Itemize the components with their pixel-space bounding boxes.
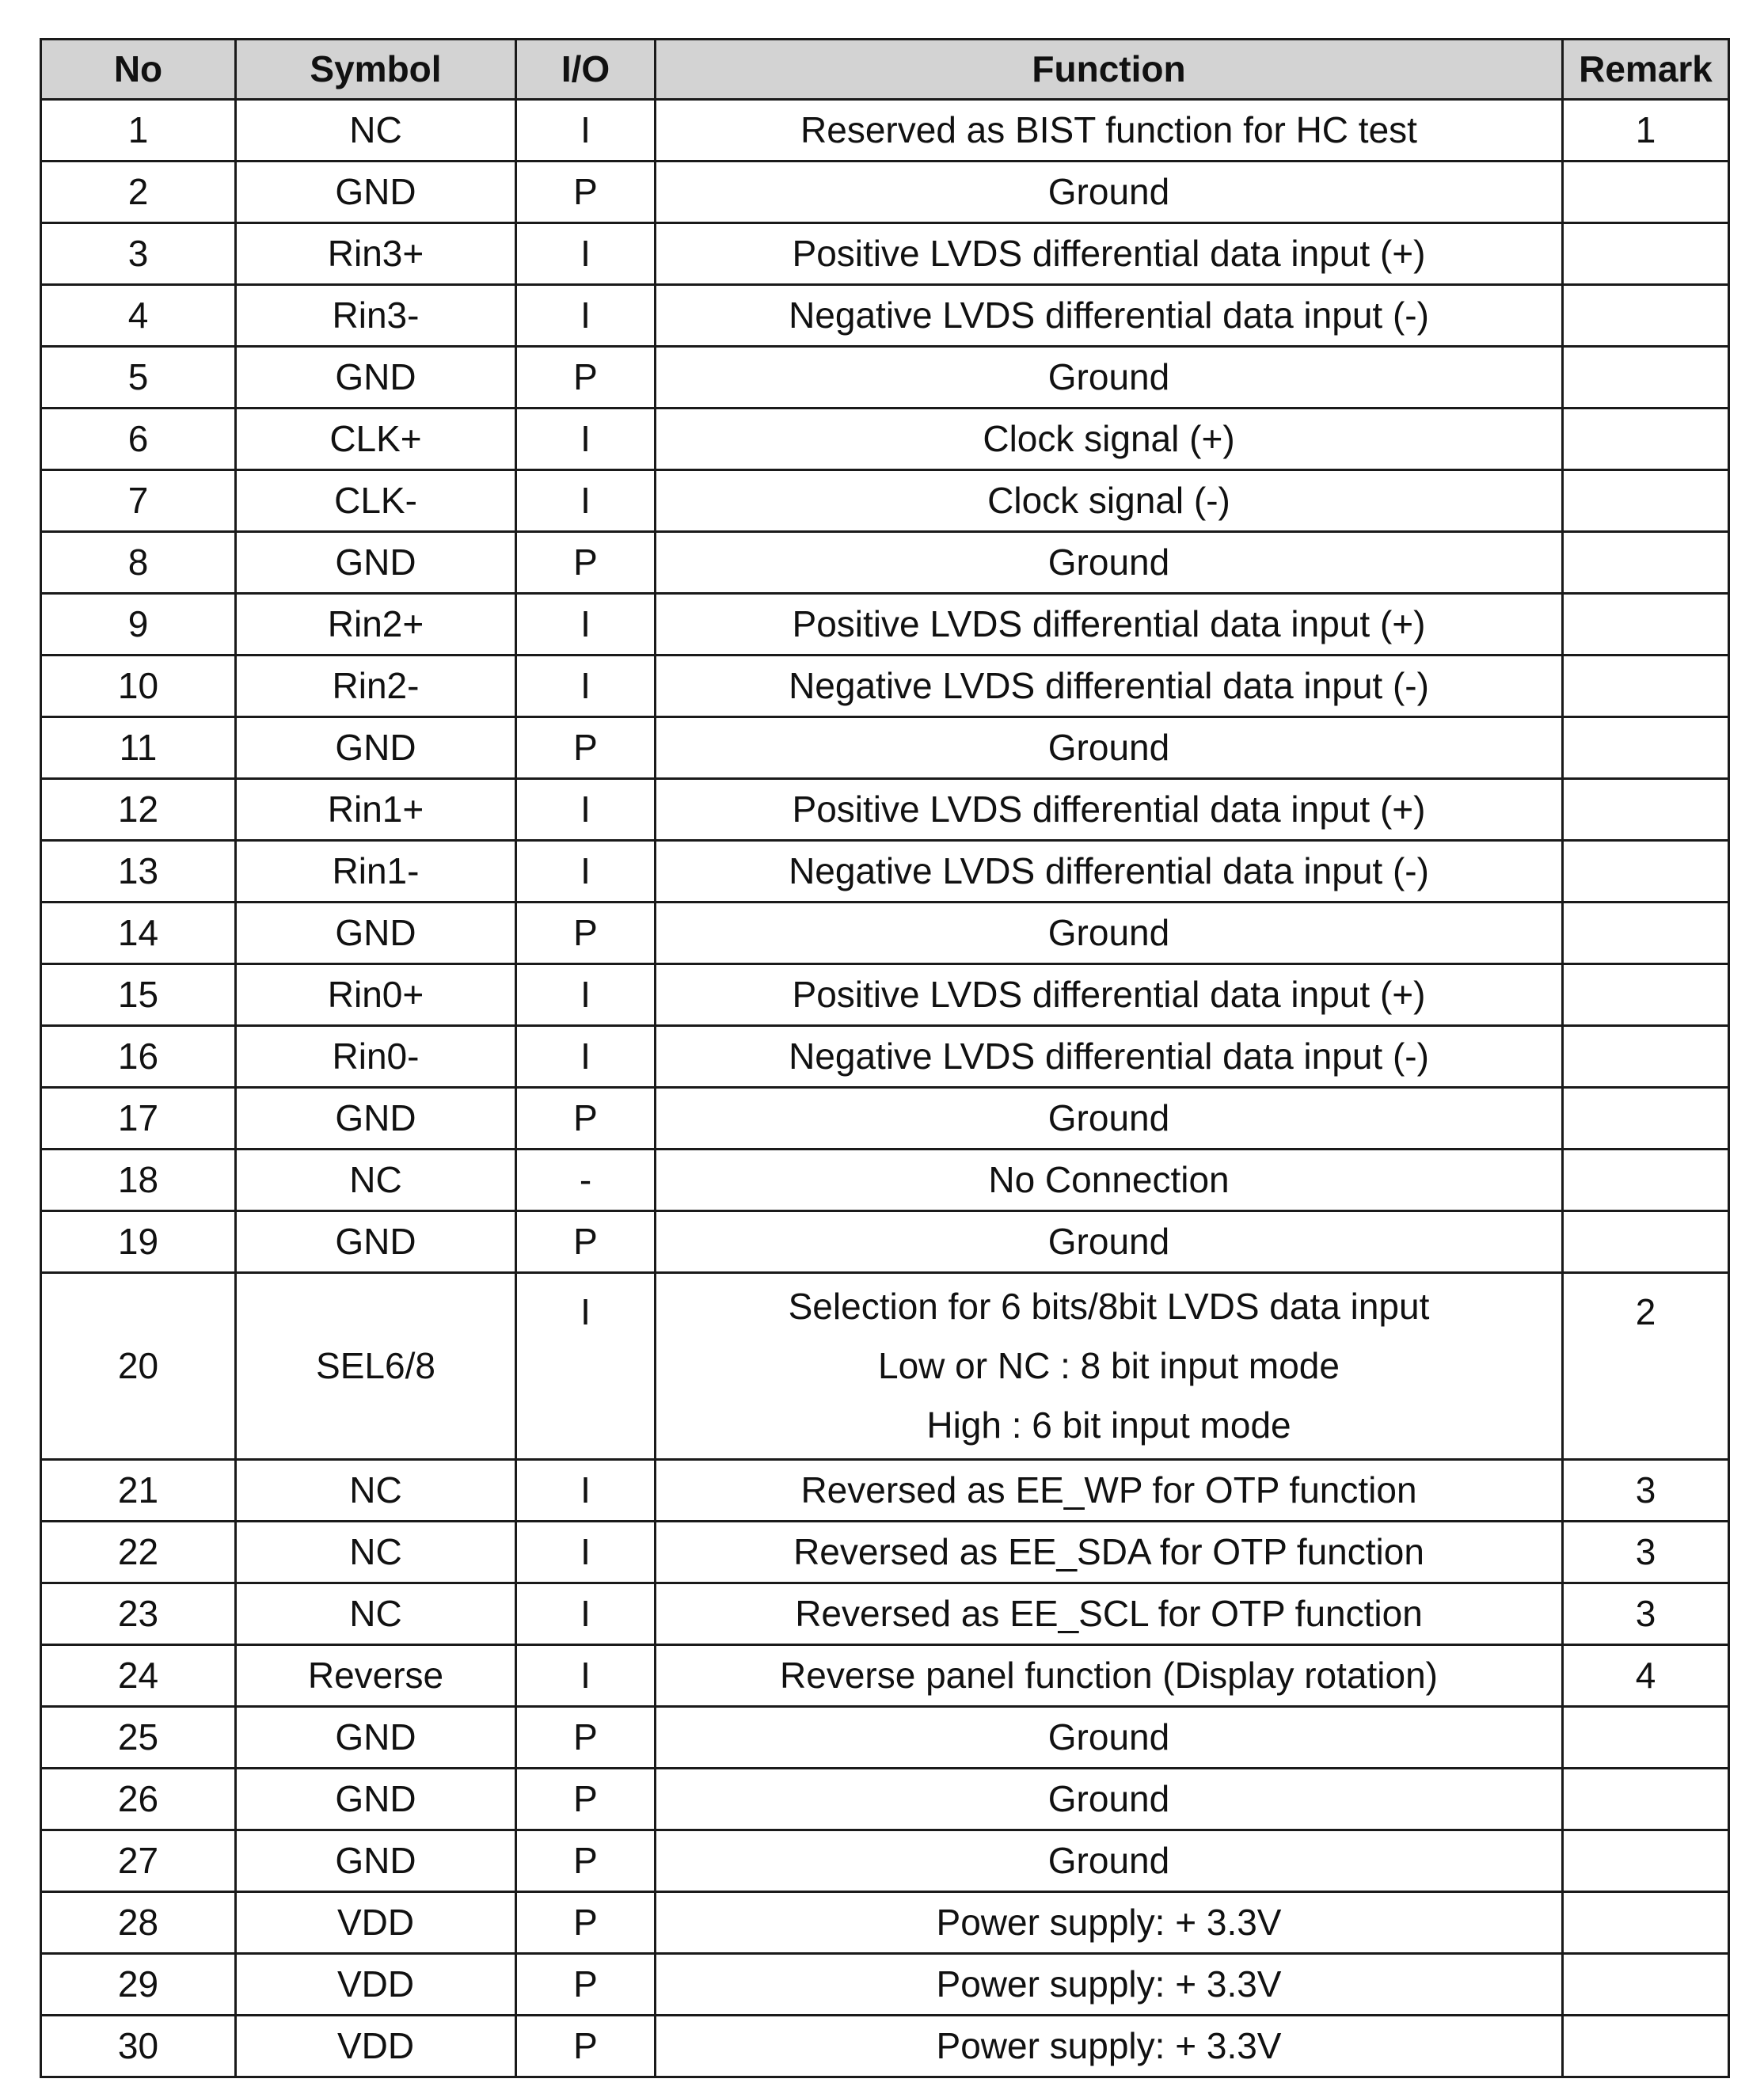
pin-number-cell: 30: [41, 2016, 236, 2077]
pin-symbol-cell: Rin0-: [236, 1026, 516, 1088]
function-line: Ground: [1047, 171, 1170, 212]
table-row: [41, 347, 1729, 409]
pin-function-cell: [656, 470, 1563, 532]
pin-function-cell: [656, 1707, 1563, 1769]
pin-number-cell: 25: [41, 1707, 236, 1769]
pin-remark-cell: [1563, 409, 1729, 470]
pin-remark-cell: 2: [1563, 1273, 1729, 1460]
pin-function-cell: [656, 1150, 1563, 1211]
pin-remark-cell: [1563, 594, 1729, 656]
pin-function-cell: [656, 223, 1563, 285]
pin-io-cell: I: [516, 409, 656, 470]
table-row: [41, 964, 1729, 1026]
pin-symbol-cell: Reverse: [236, 1645, 516, 1707]
pin-symbol-cell: Rin2+: [236, 594, 516, 656]
function-line: Positive LVDS differential data input (+): [792, 233, 1426, 274]
pin-remark-cell: 3: [1563, 1522, 1729, 1583]
function-line: Clock signal (-): [987, 480, 1230, 521]
function-line: Ground: [1047, 1221, 1170, 1262]
function-line: Ground: [1047, 1778, 1170, 1819]
pin-function-cell: [656, 1522, 1563, 1583]
pin-io-cell: I: [516, 1522, 656, 1583]
pin-io-cell: I: [516, 1026, 656, 1088]
pin-number-cell: 16: [41, 1026, 236, 1088]
function-line: Selection for 6 bits/8bit LVDS data input: [788, 1286, 1430, 1327]
pin-remark-cell: [1563, 223, 1729, 285]
pin-remark-cell: [1563, 1088, 1729, 1150]
pin-function-cell: [656, 1026, 1563, 1088]
pin-number-cell: 10: [41, 656, 236, 717]
pin-function-cell: [656, 2016, 1563, 2077]
function-line: Ground: [1047, 1097, 1170, 1138]
pin-number-cell: 17: [41, 1088, 236, 1150]
table-row: [41, 1273, 1729, 1460]
pin-remark-cell: [1563, 1707, 1729, 1769]
pin-number-cell: 18: [41, 1150, 236, 1211]
table-row: [41, 1707, 1729, 1769]
pin-symbol-cell: NC: [236, 1150, 516, 1211]
pin-io-cell: I: [516, 470, 656, 532]
pin-io-cell: I: [516, 285, 656, 347]
pin-function-cell: [656, 1273, 1563, 1460]
pin-number-cell: 1: [41, 100, 236, 162]
function-line: Power supply: + 3.3V: [936, 1902, 1282, 1943]
function-line: Reversed as EE_SCL for OTP function: [795, 1593, 1423, 1634]
pin-remark-cell: [1563, 532, 1729, 594]
pin-function-cell: [656, 347, 1563, 409]
pin-function-cell: [656, 1088, 1563, 1150]
function-line: Ground: [1047, 1716, 1170, 1758]
function-line: No Connection: [988, 1159, 1230, 1200]
function-line: Negative LVDS differential data input (-): [789, 295, 1429, 336]
function-line: Ground: [1047, 1840, 1170, 1881]
pin-number-cell: 28: [41, 1892, 236, 1954]
pin-number-cell: 9: [41, 594, 236, 656]
pin-function-cell: [656, 594, 1563, 656]
pin-io-cell: P: [516, 2016, 656, 2077]
pin-symbol-cell: Rin3-: [236, 285, 516, 347]
table-row: [41, 1583, 1729, 1645]
pin-io-cell: P: [516, 717, 656, 779]
header-no: No: [41, 40, 236, 100]
table-row: [41, 1892, 1729, 1954]
pin-io-cell: P: [516, 1707, 656, 1769]
pin-remark-cell: [1563, 2016, 1729, 2077]
pin-io-cell: P: [516, 1769, 656, 1830]
function-line: Negative LVDS differential data input (-): [789, 665, 1429, 706]
pin-function-cell: [656, 285, 1563, 347]
header-remark: Remark: [1563, 40, 1729, 100]
pin-symbol-cell: Rin2-: [236, 656, 516, 717]
table-row: [41, 409, 1729, 470]
pin-symbol-cell: VDD: [236, 1892, 516, 1954]
pin-function-cell: [656, 1830, 1563, 1892]
pin-symbol-cell: CLK+: [236, 409, 516, 470]
pin-io-cell: I: [516, 841, 656, 903]
pin-symbol-cell: GND: [236, 347, 516, 409]
pin-io-cell: I: [516, 964, 656, 1026]
pin-symbol-cell: Rin0+: [236, 964, 516, 1026]
pin-number-cell: 24: [41, 1645, 236, 1707]
function-line: Reversed as EE_SDA for OTP function: [793, 1531, 1424, 1572]
pin-number-cell: 5: [41, 347, 236, 409]
pin-remark-cell: [1563, 1150, 1729, 1211]
pin-symbol-cell: NC: [236, 100, 516, 162]
table-body: [41, 100, 1729, 2077]
function-line: Reversed as EE_WP for OTP function: [800, 1469, 1417, 1511]
pin-io-cell: I: [516, 779, 656, 841]
pin-symbol-cell: GND: [236, 903, 516, 964]
header-function: Function: [656, 40, 1563, 100]
pin-number-cell: 22: [41, 1522, 236, 1583]
table-row: [41, 162, 1729, 223]
pin-number-cell: 27: [41, 1830, 236, 1892]
pin-number-cell: 11: [41, 717, 236, 779]
pin-symbol-cell: CLK-: [236, 470, 516, 532]
pin-io-cell: I: [516, 1583, 656, 1645]
pin-remark-cell: [1563, 841, 1729, 903]
pin-function-cell: [656, 779, 1563, 841]
function-line: Power supply: + 3.3V: [936, 1963, 1282, 2005]
pin-io-cell: P: [516, 1954, 656, 2016]
pin-number-cell: 20: [41, 1273, 236, 1460]
pin-function-cell: [656, 162, 1563, 223]
pin-symbol-cell: VDD: [236, 1954, 516, 2016]
pin-io-cell: P: [516, 1211, 656, 1273]
pin-io-cell: I: [516, 594, 656, 656]
pin-remark-cell: [1563, 1769, 1729, 1830]
pin-io-cell: I: [516, 1273, 656, 1460]
pin-symbol-cell: GND: [236, 1211, 516, 1273]
pin-number-cell: 23: [41, 1583, 236, 1645]
pin-io-cell: I: [516, 656, 656, 717]
pin-function-cell: [656, 1892, 1563, 1954]
table-row: [41, 470, 1729, 532]
function-line: Positive LVDS differential data input (+): [792, 789, 1426, 830]
table-row: [41, 1769, 1729, 1830]
pin-function-cell: [656, 1954, 1563, 2016]
pin-symbol-cell: Rin3+: [236, 223, 516, 285]
pin-remark-cell: 3: [1563, 1583, 1729, 1645]
function-line: Reserved as BIST function for HC test: [800, 109, 1417, 150]
function-line: Positive LVDS differential data input (+): [792, 974, 1426, 1015]
pin-function-cell: [656, 841, 1563, 903]
table-row: [41, 903, 1729, 964]
pin-number-cell: 8: [41, 532, 236, 594]
table-row: [41, 594, 1729, 656]
pin-symbol-cell: GND: [236, 1088, 516, 1150]
pin-remark-cell: [1563, 779, 1729, 841]
pin-remark-cell: 3: [1563, 1460, 1729, 1522]
table-row: [41, 1026, 1729, 1088]
pin-number-cell: 26: [41, 1769, 236, 1830]
pin-remark-cell: [1563, 1830, 1729, 1892]
table-row: [41, 1954, 1729, 2016]
header-symbol: Symbol: [236, 40, 516, 100]
pin-remark-cell: [1563, 347, 1729, 409]
pin-remark-cell: [1563, 285, 1729, 347]
function-line: Negative LVDS differential data input (-): [789, 850, 1429, 891]
pin-number-cell: 7: [41, 470, 236, 532]
function-line: Power supply: + 3.3V: [936, 2025, 1282, 2066]
function-line: Clock signal (+): [983, 418, 1235, 459]
table-row: [41, 532, 1729, 594]
pin-number-cell: 15: [41, 964, 236, 1026]
pin-remark-cell: [1563, 470, 1729, 532]
pin-io-cell: P: [516, 1892, 656, 1954]
pin-io-cell: I: [516, 1645, 656, 1707]
table-row: [41, 1830, 1729, 1892]
table-row: [41, 1522, 1729, 1583]
pin-io-cell: P: [516, 1088, 656, 1150]
pin-remark-cell: [1563, 656, 1729, 717]
table-row: [41, 1088, 1729, 1150]
function-line: Ground: [1047, 912, 1170, 953]
pin-io-cell: P: [516, 162, 656, 223]
pin-io-cell: I: [516, 100, 656, 162]
pin-symbol-cell: NC: [236, 1522, 516, 1583]
pin-symbol-cell: SEL6/8: [236, 1273, 516, 1460]
table-row: [41, 1211, 1729, 1273]
table-row: [41, 841, 1729, 903]
pin-remark-cell: [1563, 1026, 1729, 1088]
pin-number-cell: 29: [41, 1954, 236, 2016]
pin-function-cell: [656, 903, 1563, 964]
function-line: Ground: [1047, 727, 1170, 768]
pin-io-cell: -: [516, 1150, 656, 1211]
pin-io-cell: P: [516, 903, 656, 964]
pin-function-cell: [656, 1645, 1563, 1707]
pin-symbol-cell: GND: [236, 1830, 516, 1892]
pin-remark-cell: [1563, 964, 1729, 1026]
pin-number-cell: 21: [41, 1460, 236, 1522]
pin-symbol-cell: GND: [236, 717, 516, 779]
pin-function-cell: [656, 1460, 1563, 1522]
pin-number-cell: 3: [41, 223, 236, 285]
table-row: [41, 1645, 1729, 1707]
table-row: [41, 285, 1729, 347]
pin-function-cell: [656, 717, 1563, 779]
pin-remark-cell: [1563, 717, 1729, 779]
table-row: [41, 656, 1729, 717]
table-row: [41, 779, 1729, 841]
pin-symbol-cell: Rin1+: [236, 779, 516, 841]
header-row: [41, 40, 1729, 100]
table-header: [41, 40, 1729, 100]
pin-function-cell: [656, 1211, 1563, 1273]
pin-symbol-cell: NC: [236, 1460, 516, 1522]
pin-symbol-cell: GND: [236, 1707, 516, 1769]
pin-assignment-table: [40, 38, 1730, 2078]
pin-number-cell: 13: [41, 841, 236, 903]
function-line: Negative LVDS differential data input (-): [789, 1036, 1429, 1077]
function-line: Low or NC : 8 bit input mode: [878, 1345, 1340, 1386]
pin-io-cell: I: [516, 1460, 656, 1522]
pin-function-cell: [656, 409, 1563, 470]
pin-function-cell: [656, 1769, 1563, 1830]
pin-remark-cell: 4: [1563, 1645, 1729, 1707]
pin-symbol-cell: Rin1-: [236, 841, 516, 903]
function-line: Ground: [1047, 542, 1170, 583]
pin-number-cell: 19: [41, 1211, 236, 1273]
pin-function-cell: [656, 964, 1563, 1026]
table-row: [41, 1460, 1729, 1522]
pin-io-cell: I: [516, 223, 656, 285]
table-row: [41, 223, 1729, 285]
table-row: [41, 100, 1729, 162]
table-row: [41, 1150, 1729, 1211]
pin-function-cell: [656, 100, 1563, 162]
pin-symbol-cell: GND: [236, 162, 516, 223]
pin-function-cell: [656, 656, 1563, 717]
pin-number-cell: 14: [41, 903, 236, 964]
pin-symbol-cell: NC: [236, 1583, 516, 1645]
pin-symbol-cell: GND: [236, 1769, 516, 1830]
pin-number-cell: 6: [41, 409, 236, 470]
pin-remark-cell: [1563, 1954, 1729, 2016]
pin-remark-cell: 1: [1563, 100, 1729, 162]
pin-io-cell: P: [516, 532, 656, 594]
pin-number-cell: 4: [41, 285, 236, 347]
pin-remark-cell: [1563, 1892, 1729, 1954]
pin-remark-cell: [1563, 1211, 1729, 1273]
table-row: [41, 717, 1729, 779]
pin-io-cell: P: [516, 347, 656, 409]
header-io: I/O: [516, 40, 656, 100]
function-line: High : 6 bit input mode: [926, 1404, 1291, 1446]
pin-function-cell: [656, 532, 1563, 594]
pin-number-cell: 2: [41, 162, 236, 223]
pin-io-cell: P: [516, 1830, 656, 1892]
pin-symbol-cell: VDD: [236, 2016, 516, 2077]
function-line: Positive LVDS differential data input (+): [792, 603, 1426, 644]
pin-symbol-cell: GND: [236, 532, 516, 594]
pin-remark-cell: [1563, 162, 1729, 223]
pin-remark-cell: [1563, 903, 1729, 964]
pin-function-cell: [656, 1583, 1563, 1645]
pin-number-cell: 12: [41, 779, 236, 841]
function-line: Ground: [1047, 356, 1170, 397]
function-line: Reverse panel function (Display rotation): [780, 1655, 1438, 1696]
table-row: [41, 2016, 1729, 2077]
